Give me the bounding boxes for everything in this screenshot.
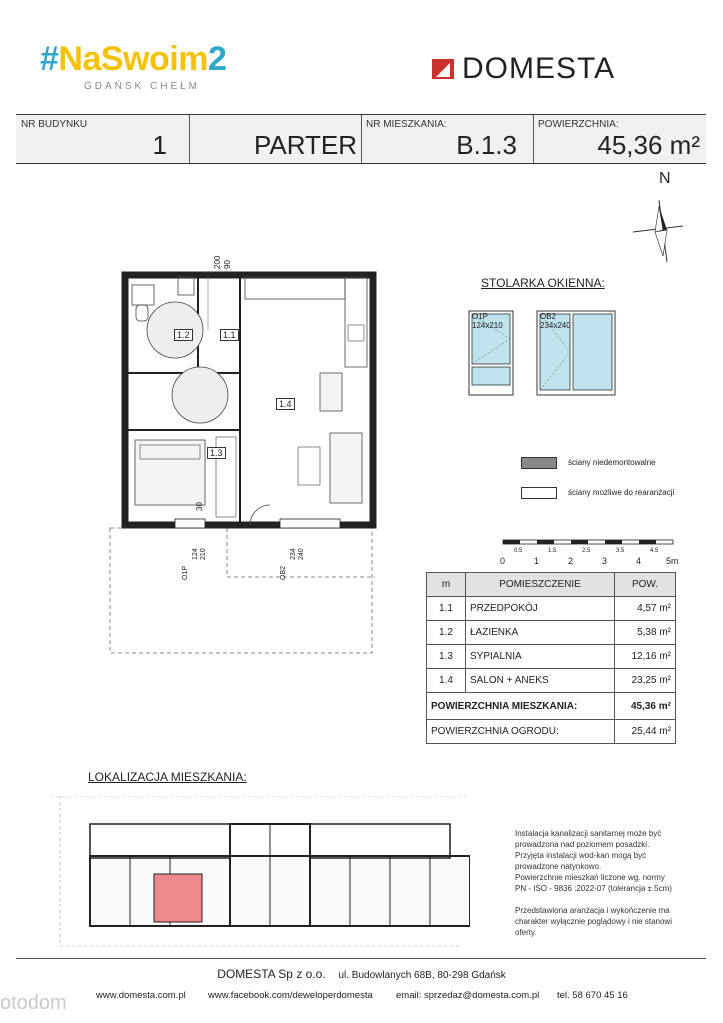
area-label: POWIERZCHNIA: bbox=[538, 119, 619, 130]
area-value: 45,36 m² bbox=[597, 130, 700, 160]
scale-major-4: 4 bbox=[636, 556, 642, 566]
compass-icon bbox=[625, 170, 685, 265]
building-cell bbox=[16, 115, 190, 163]
dim-label-30: 30 bbox=[195, 502, 204, 511]
scale-major-3: 3 bbox=[602, 556, 608, 566]
dim-label-200: 200 bbox=[213, 255, 222, 269]
location-map bbox=[50, 796, 470, 956]
total-row bbox=[427, 693, 676, 720]
room-label-1-2: 1.2 bbox=[174, 329, 193, 341]
logo-hash: # bbox=[40, 40, 59, 78]
window-o1p bbox=[468, 310, 514, 396]
row-room: PRZEDPOKÓJ bbox=[466, 597, 615, 621]
apartment-value: B.1.3 bbox=[456, 130, 517, 160]
logo-swoim: Swoim bbox=[100, 40, 208, 78]
garden-row bbox=[427, 720, 676, 744]
footer-website-link[interactable]: www.domesta.com.pl bbox=[96, 990, 186, 1001]
scale-major-1: 1 bbox=[534, 556, 540, 566]
rooms-table-header bbox=[427, 573, 676, 597]
scale-major-2: 2 bbox=[568, 556, 574, 566]
building-value: 1 bbox=[152, 130, 167, 160]
footer-email-link[interactable]: email: sprzedaz@domesta.com.pl bbox=[396, 990, 540, 1001]
table-row bbox=[427, 669, 676, 693]
naswoim-logo bbox=[40, 42, 226, 76]
window-ob2-size: 234x240 bbox=[540, 321, 571, 330]
watermark: otodom bbox=[0, 992, 67, 1014]
apartment-cell bbox=[361, 115, 534, 163]
total-label: POWIERZCHNIA MIESZKANIA: bbox=[427, 693, 615, 720]
footer-facebook-link[interactable]: www.facebook.com/deweloperdomesta bbox=[208, 990, 373, 1001]
legend-rearrangeable: ściany możliwe do rearanżacji bbox=[568, 488, 675, 497]
row-area: 12,16 m² bbox=[615, 645, 676, 669]
table-row bbox=[427, 645, 676, 669]
logo-na: Na bbox=[58, 40, 101, 78]
rooms-table bbox=[426, 572, 676, 744]
row-room: SALON + ANEKS bbox=[466, 669, 615, 693]
compass bbox=[625, 170, 685, 265]
scale-minor-05: 0.5 bbox=[514, 548, 523, 554]
scale-minor-45: 4.5 bbox=[650, 548, 659, 554]
header-area: POW. bbox=[615, 573, 676, 597]
note-disclaimer: Przedstawiona aranżacja i wykończenie ma charakter wyłącznie poglądowy i nie stanowi oferty. bbox=[515, 906, 672, 937]
row-room: SYPIALNIA bbox=[466, 645, 615, 669]
footer-address: ul. Budowlanych 68B, 80-298 Gdańsk bbox=[338, 970, 506, 981]
footer-company: DOMESTA Sp z o.o. bbox=[217, 967, 326, 981]
garden-label: POWIERZCHNIA OGRODU: bbox=[427, 720, 615, 744]
scale-bar bbox=[500, 538, 680, 568]
legend-non-removable: ściany niedemontowalne bbox=[568, 458, 656, 467]
plan-tag-o1p: O1P bbox=[182, 565, 189, 580]
room-label-1-4: 1.4 bbox=[276, 398, 295, 410]
building-label: NR BUDYNKU bbox=[21, 119, 88, 130]
area-cell bbox=[533, 115, 706, 163]
dim-label-90: 90 bbox=[223, 260, 232, 269]
table-row bbox=[427, 621, 676, 645]
header-room: POMIESZCZENIE bbox=[466, 573, 615, 597]
plan-ob2-width: 234 bbox=[290, 548, 297, 560]
domesta-mark-icon bbox=[432, 57, 454, 81]
window-ob2-code: OB2 bbox=[540, 312, 557, 321]
location-title: LOKALIZACJA MIESZKANIA: bbox=[88, 770, 247, 784]
row-area: 5,38 m² bbox=[615, 621, 676, 645]
scale-major-0: 0 bbox=[500, 556, 506, 566]
floor-cell bbox=[189, 115, 362, 163]
domesta-wordmark: DOMESTA bbox=[462, 52, 616, 85]
domesta-logo bbox=[432, 54, 615, 84]
footer-phone: tel. 58 670 45 16 bbox=[557, 990, 628, 1001]
row-m: 1.4 bbox=[427, 669, 466, 693]
row-room: ŁAZIENKA bbox=[466, 621, 615, 645]
total-value: 45,36 m² bbox=[615, 693, 676, 720]
apartment-label: NR MIESZKANIA: bbox=[366, 119, 447, 130]
window-o1p-size: 124x210 bbox=[472, 321, 503, 330]
room-label-1-1: 1.1 bbox=[220, 329, 239, 341]
plan-tag-ob2: OB2 bbox=[280, 565, 287, 580]
garden-value: 25,44 m² bbox=[615, 720, 676, 744]
windows-title: STOLARKA OKIENNA: bbox=[481, 276, 605, 290]
row-area: 4,57 m² bbox=[615, 597, 676, 621]
footer-divider bbox=[16, 958, 706, 959]
plan-o1p-height: 210 bbox=[200, 548, 207, 560]
note-area-norm: Powierzchnie mieszkań liczone wg. normy PN - ISO - 9836 :2022-07 (tolerancja ± 5cm) bbox=[515, 873, 672, 893]
row-m: 1.3 bbox=[427, 645, 466, 669]
window-o1p-code: O1P bbox=[472, 312, 489, 321]
header-m: m bbox=[427, 573, 466, 597]
scale-minor-35: 3.5 bbox=[616, 548, 625, 554]
window-ob2 bbox=[536, 310, 616, 396]
floor-plan bbox=[80, 255, 410, 660]
legend-swatch-solid bbox=[521, 457, 557, 469]
note-installation: Instalacja kanalizacji sanitarnej może być prowadzona nad poziomem posadzki. Przyjęta instalacji wod-kan mogą być prowadzone natynkowo. bbox=[515, 829, 662, 871]
scale-minor-25: 2.5 bbox=[582, 548, 591, 554]
compass-north-label: N bbox=[659, 170, 671, 187]
footer-company-line bbox=[0, 967, 723, 981]
logo-num: 2 bbox=[207, 40, 227, 78]
floor-value: PARTER bbox=[253, 130, 357, 160]
plan-o1p-width: 124 bbox=[192, 548, 199, 560]
row-m: 1.2 bbox=[427, 621, 466, 645]
logo-subtitle: GDAŃSK CHEŁM bbox=[84, 81, 201, 92]
table-row bbox=[427, 597, 676, 621]
plan-ob2-height: 240 bbox=[298, 548, 305, 560]
scale-minor-15: 1.5 bbox=[548, 548, 557, 554]
room-label-1-3: 1.3 bbox=[207, 447, 226, 459]
scale-major-5m: 5m bbox=[666, 556, 679, 566]
info-bar bbox=[16, 114, 706, 164]
row-area: 23,25 m² bbox=[615, 669, 676, 693]
row-m: 1.1 bbox=[427, 597, 466, 621]
legend-swatch-light bbox=[521, 487, 557, 499]
